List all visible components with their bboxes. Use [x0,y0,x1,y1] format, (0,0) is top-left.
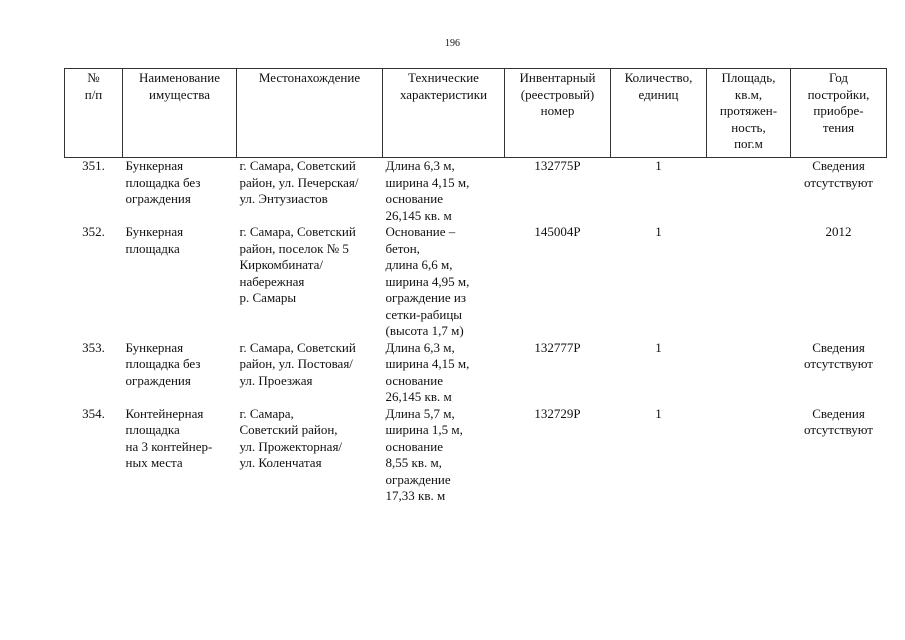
row-inventory: 145004Р [534,224,581,239]
row-quantity: 1 [655,158,662,173]
row-specs: Длина 6,3 м, ширина 4,15 м, основание 26,145 кв. м [385,339,470,404]
header-year: Год постройки, приобре- тения [791,69,887,158]
row-quantity: 1 [655,405,662,421]
header-specs: Технические характеристики [383,69,505,158]
page-number: 196 [445,38,460,49]
row-specs: Длина 5,7 м, ширина 1,5 м, основание 8,55 кв. м, ограждение 17,33 кв. м [385,405,463,503]
row-specs: Длина 6,3 м, ширина 4,15 м, основание 26,145 кв. м [385,158,470,223]
row-year: Сведения отсутствуют [804,405,873,437]
header-inventory: Инвентарный (реестровый) номер [505,69,611,158]
row-quantity: 1 [655,339,662,355]
row-year: 2012 [825,224,852,239]
row-year: Сведения отсутствуют [804,339,873,371]
row-inventory: 132777Р [534,339,581,355]
row-specs: Основание – бетон, длина 6,6 м, ширина 4,95 м, ограждение из сетки-рабицы (высота 1,7 м) [385,224,470,338]
table-row [65,224,887,340]
row-number: 353. [82,339,105,355]
row-name: Контейнерная площадка на 3 контейнер- ных места [125,405,213,470]
header-location: Местонахождение [237,69,383,158]
table-row [65,158,887,225]
row-inventory: 132729Р [534,405,581,421]
row-area [707,340,791,406]
row-area [707,224,791,340]
row-area [707,406,791,505]
row-name: Бункерная площадка [125,224,184,256]
table-row [65,406,887,505]
row-number: 351. [82,158,105,173]
row-location: г. Самара, Советский район, ул. Печерская/ ул. Энтузиастов [239,158,359,206]
header-area: Площадь, кв.м, протяжен- ность, пог.м [707,69,791,158]
row-year: Сведения отсутствуют [804,158,873,190]
table-row [65,340,887,406]
row-name: Бункерная площадка без ограждения [125,158,201,206]
header-number: № п/п [65,69,123,158]
header-quantity: Количество, единиц [611,69,707,158]
row-quantity: 1 [655,224,662,239]
row-area [707,158,791,225]
row-location: г. Самара, Советский район, поселок № 5 Киркомбината/ набережная р. Самары [239,224,356,305]
row-location: г. Самара, Советский район, ул. Постовая/ ул. Проезжая [239,339,356,388]
row-number: 352. [82,224,105,239]
header-name: Наименование имущества [123,69,237,158]
row-inventory: 132775Р [534,158,581,173]
row-name: Бункерная площадка без ограждения [125,339,201,388]
row-location: г. Самара, Советский район, ул. Прожекторная/ ул. Коленчатая [239,405,343,470]
table-header-row [65,69,887,158]
property-registry-table [64,68,887,505]
row-number: 354. [82,405,105,421]
